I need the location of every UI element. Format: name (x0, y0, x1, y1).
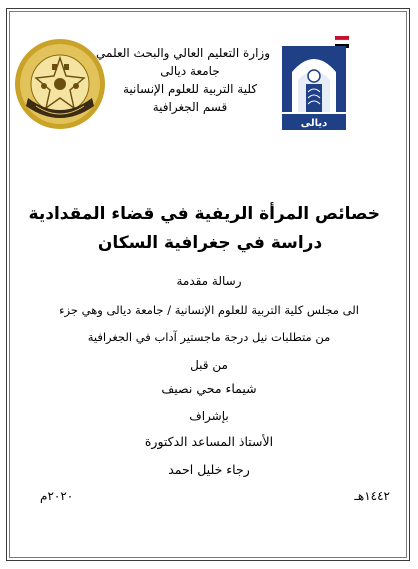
by-label: من قبل (190, 358, 228, 372)
supervisor-name: رجاء خليل احمد (168, 462, 250, 477)
student-name: شيماء محي نصيف (161, 381, 257, 396)
thesis-title: خصائص المرأة الريفية في قضاء المقدادية (28, 204, 380, 224)
supervisor-rank: الأستاذ المساعد الدكتورة (144, 434, 274, 449)
college-name: كلية التربية للعلوم الإنسانية (122, 82, 258, 96)
institution-header (96, 44, 270, 116)
diyala-university-logo-icon (278, 32, 354, 134)
diyala-logo-text: ديالى (300, 118, 328, 129)
degree-requirements: من متطلبات نيل درجة ماجستير آداب في الجغرافية (87, 330, 331, 344)
supervision-label: بإشراف (189, 409, 229, 423)
gregorian-date: ٢٠٢٠م (40, 489, 74, 503)
ministry-name: وزارة التعليم العالي والبحث العلمي (96, 46, 270, 60)
department-name: قسم الجغرافية (152, 100, 228, 114)
university-name: جامعة ديالى (160, 64, 220, 78)
hijri-date: ١٤٤٢هـ (354, 489, 390, 503)
college-emblem-icon (14, 38, 106, 130)
submission-council: الى مجلس كلية التربية للعلوم الإنسانية / جامعة ديالى وهي جزء (59, 303, 359, 317)
thesis-subtitle: دراسة في جغرافية السكان (97, 233, 323, 253)
thesis-label: رسالة مقدمة (176, 274, 242, 288)
